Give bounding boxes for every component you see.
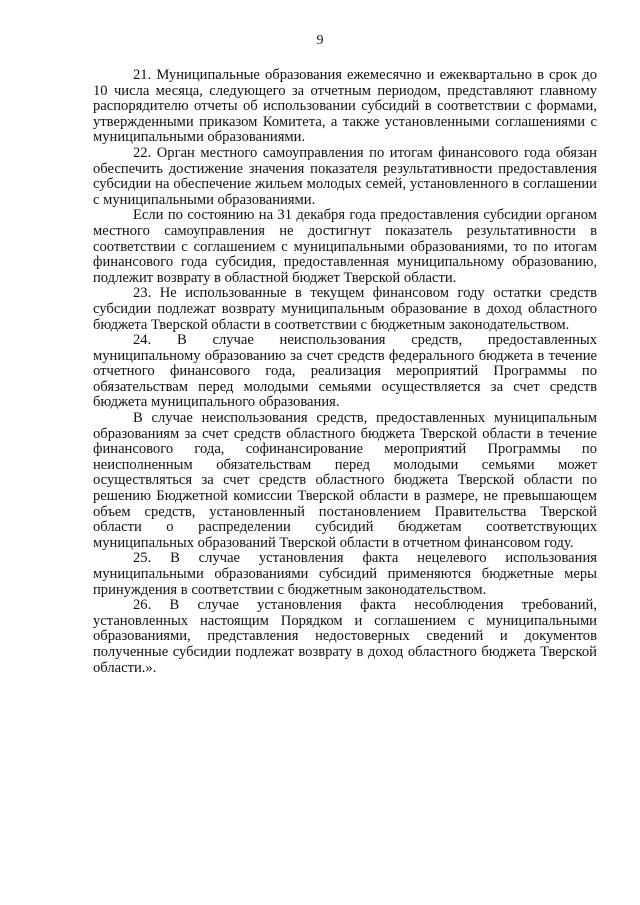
paragraph-22-continued: Если по состоянию на 31 декабря года предоставления субсидии органом местного самоуправления не достигнут показатель результативности в соответствии с соглашением с муниципальными образованиями, то по итогам финансового года субсидия, предоставленная муниципальному образованию, подлежит возврату в областной бюджет Тверской области.: [93, 207, 597, 286]
paragraph-23: 23. Не использованные в текущем финансовом году остатки средств субсидии подлежат возврату муниципальным образование в доход областного бюджета Тверской области в соответствии с бюджетным законодательством.: [93, 285, 597, 333]
page-number: 9: [316, 33, 324, 48]
paragraph-24: 24. В случае неиспользования средств, предоставленных муниципальному образованию за счет средств федерального бюджета в течение отчетного финансового года, реализация мероприятий Программы по обязательствам перед молодыми семьями осуществляется за счет средств бюджета муниципального образования.: [93, 332, 597, 411]
document-body: [93, 68, 597, 676]
paragraph-24-continued: В случае неиспользования средств, предоставленных муниципальным образованиям за счет средств областного бюджета Тверской области в течение финансового года, софинансирование мероприятий Программы по неисполненным обязательствам перед молодыми семьями может осуществляться за счет средств областного бюджета Тверской области по решению Бюджетной комиссии Тверской области в размере, не превышающем объем средств, установленный постановлением Правительства Тверской области о распределении субсидий бюджетам соответствующих муниципальных образований Тверской области в отчетном финансовом году.: [93, 410, 597, 551]
paragraph-25: 25. В случае установления факта нецелевого использования муниципальными образованиями субсидий применяются бюджетные меры принуждения в соответствии с бюджетным законодательством.: [93, 550, 597, 598]
paragraph-26: 26. В случае установления факта несоблюдения требований, установленных настоящим Порядком и соглашением с муниципальными образованиями, представления недостоверных сведений и документов полученные субсидии подлежат возврату в доход областного бюджета Тверской области.».: [93, 597, 597, 676]
paragraph-21: 21. Муниципальные образования ежемесячно и ежеквартально в срок до 10 числа месяца, следующего за отчетным периодом, представляют главному распорядителю отчеты об использовании субсидий в соответствии с формами, утвержденными приказом Комитета, а также установленными соглашениями с муниципальными образованиями.: [93, 67, 597, 146]
paragraph-22: 22. Орган местного самоуправления по итогам финансового года обязан обеспечить достижение значения показателя результативности предоставления субсидии на обеспечение жильем молодых семей, установленного в соглашении с муниципальными образованиями.: [93, 144, 597, 208]
